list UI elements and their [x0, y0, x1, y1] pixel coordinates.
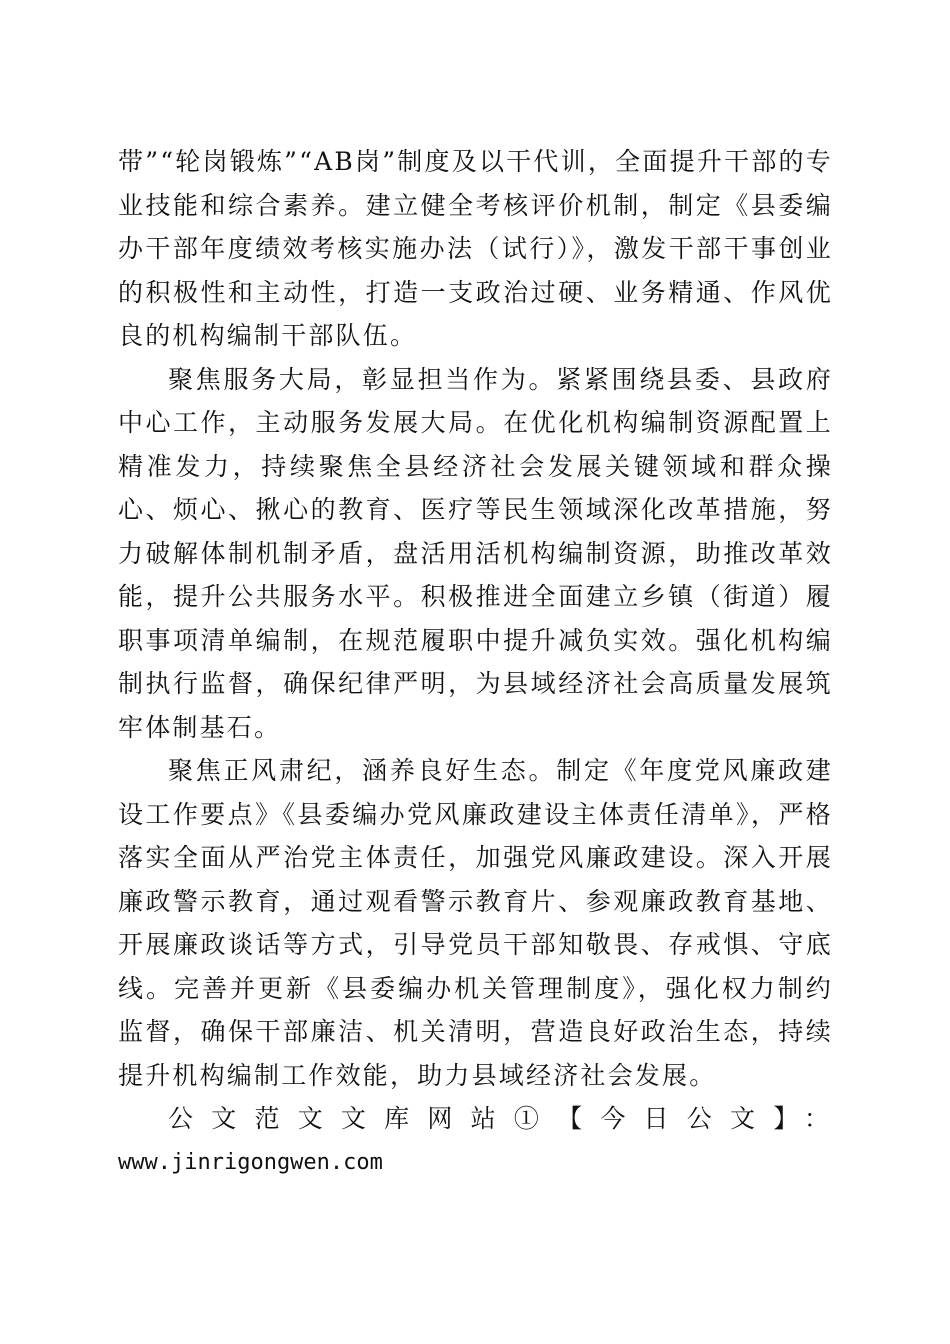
paragraph-service-overall: 聚焦服务大局，彰显担当作为。紧紧围绕县委、县政府中心工作，主动服务发展大局。在优化机构编制资源配置上精准发力，持续聚焦全县经济社会发展关键领域和群众操心、烦心、揪心的教育、医疗等民生领域深化改革措施，努力破解体制机制矛盾，盘活用活机构编制资源，助推改革效能，提升公共服务水平。积极推进全面建立乡镇（街道）履职事项清单编制，在规范履职中提升减负实效。强化机构编制执行监督，确保纪律严明，为县域经济社会高质量发展筑牢体制基石。: [118, 364, 833, 742]
document-body: [118, 140, 833, 1184]
paragraph-continuation: 带”“轮岗锻炼”“AB岗”制度及以干代训，全面提升干部的专业技能和综合素养。建立健全考核评价机制，制定《县委编办干部年度绩效考核实施办法（试行）》，激发干部干事创业的积极性和主动性，打造一支政治过硬、业务精通、作风优良的机构编制干部队伍。: [118, 147, 833, 350]
footer-site-label: 公文范文文库网站①【今日公文】：: [168, 1104, 833, 1133]
footer-site-url[interactable]: www.jinrigongwen.com: [118, 1149, 383, 1175]
paragraph-integrity: 聚焦正风肃纪，涵养良好生态。制定《年度党风廉政建设工作要点》《县委编办党风廉政建设主体责任清单》，严格落实全面从严治党主体责任，加强党风廉政建设。深入开展廉政警示教育，通过观看警示教育片、参观廉政教育基地、开展廉政谈话等方式，引导党员干部知敬畏、存戒惧、守底线。完善并更新《县委编办机关管理制度》，强化权力制约监督，确保干部廉洁、机关清明，营造良好政治生态，持续提升机构编制工作效能，助力县域经济社会发展。: [118, 756, 833, 1090]
